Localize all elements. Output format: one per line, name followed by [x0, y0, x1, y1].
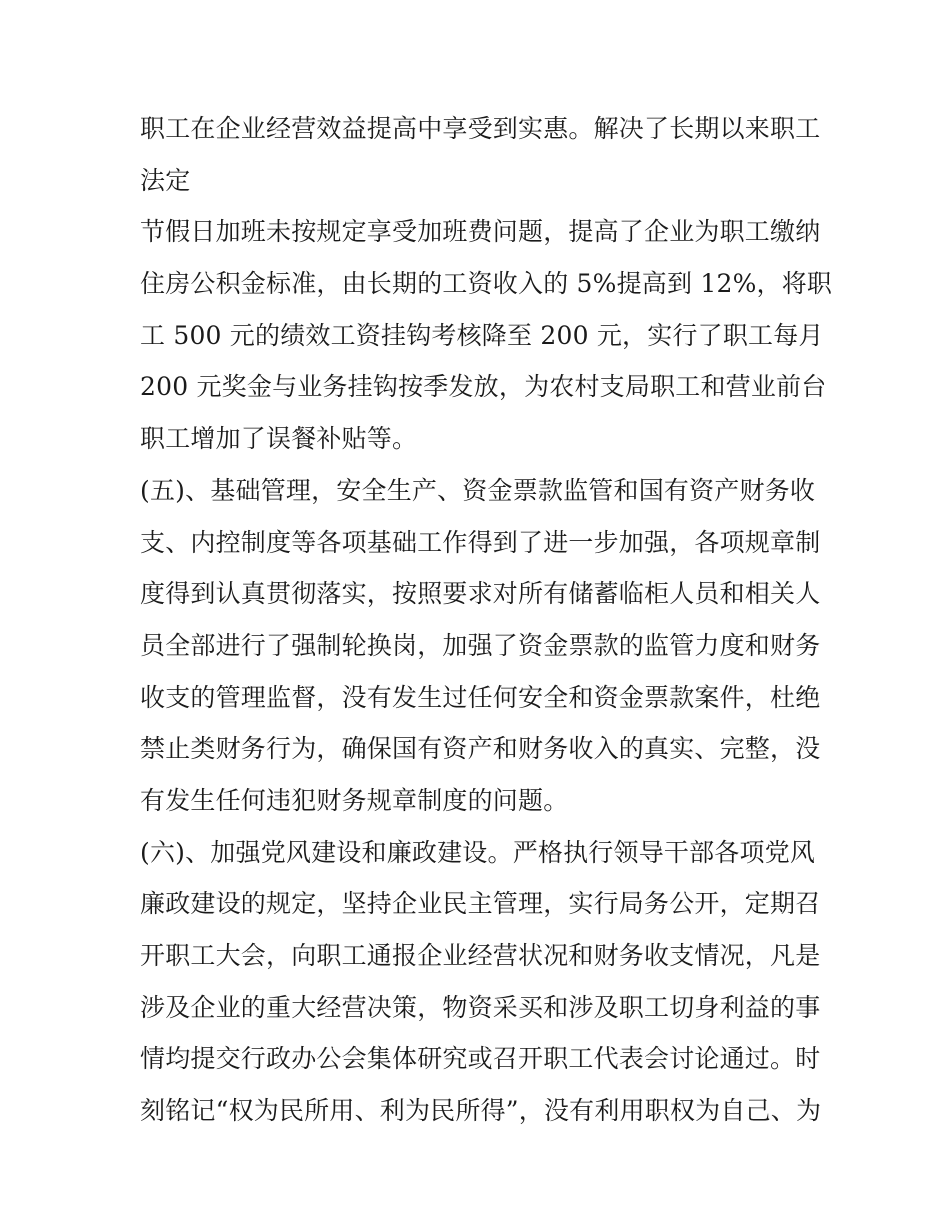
text-line: 法定 [140, 165, 191, 195]
text-line: 情均提交行政办公会集体研究或召开职工代表会讨论通过。时 [140, 1044, 821, 1074]
text-line: 员全部进行了强制轮换岗，加强了资金票款的监管力度和财务 [140, 630, 821, 660]
text-line: 职工增加了误餐补贴等。 [140, 424, 418, 454]
text-line: 开职工大会，向职工通报企业经营状况和财务收支情况，凡是 [140, 941, 821, 970]
section-heading-line: (六)、加强党风建设和廉政建设。严格执行领导干部各项党风 [140, 837, 816, 867]
text-line: 刻铭记“权为民所用、利为民所得”，没有利用职权为自己、为 [140, 1096, 822, 1126]
text-line: 收支的管理监督，没有发生过任何安全和资金票款案件，杜绝 [140, 682, 821, 712]
text-line: 支、内控制度等各项基础工作得到了进一步加强，各项规章制 [140, 527, 821, 557]
text-line: 禁止类财务行为，确保国有资产和财务收入的真实、完整，没 [140, 734, 821, 764]
section-heading-line: (五)、基础管理，安全生产、资金票款监管和国有资产财务收 [140, 475, 816, 505]
text-line: 涉及企业的重大经营决策，物资采买和涉及职工切身利益的事 [140, 992, 821, 1022]
text-line: 廉政建设的规定，坚持企业民主管理，实行局务公开，定期召 [140, 889, 821, 919]
text-line: 度得到认真贯彻落实，按照要求对所有储蓄临柜人员和相关人 [140, 579, 821, 609]
text-line: 200 元奖金与业务挂钩按季发放，为农村支局职工和营业前台 [140, 372, 827, 402]
text-line: 住房公积金标准，由长期的工资收入的 5%提高到 12%，将职 [140, 269, 833, 299]
text-line: 节假日加班未按规定享受加班费问题，提高了企业为职工缴纳 [140, 217, 821, 247]
text-line: 职工在企业经营效益提高中享受到实惠。解决了长期以来职工 [140, 114, 821, 143]
body-text [140, 103, 833, 1137]
text-line: 工 500 元的绩效工资挂钩考核降至 200 元，实行了职工每月 [140, 320, 824, 350]
text-line: 有发生任何违犯财务规章制度的问题。 [140, 785, 569, 815]
